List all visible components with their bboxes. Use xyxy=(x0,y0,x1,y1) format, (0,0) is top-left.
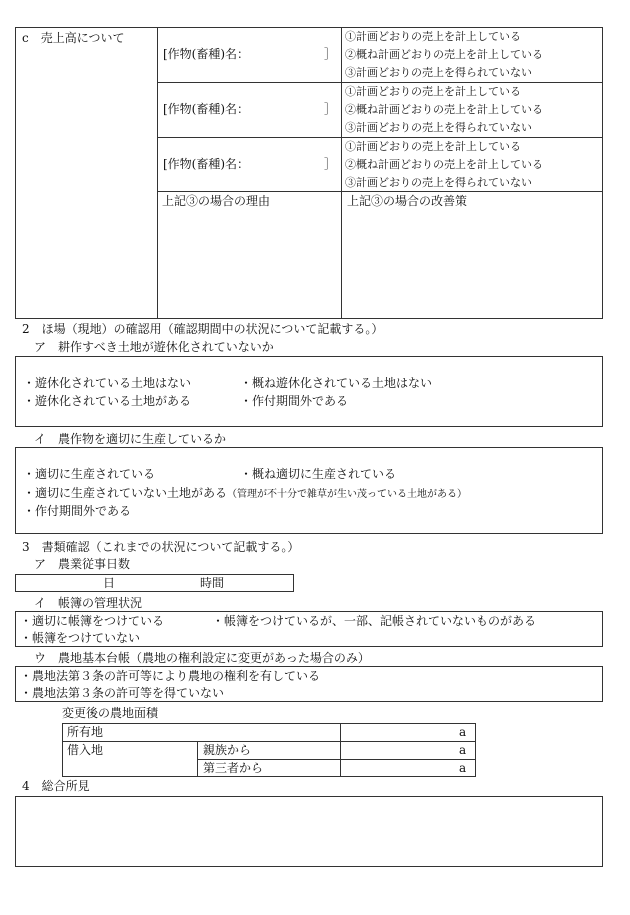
work-days-input[interactable] xyxy=(18,576,100,590)
improvement-input[interactable] xyxy=(344,212,600,316)
crop-name-label: [作物(畜種)名： xyxy=(163,47,250,61)
sales-col-divider-2 xyxy=(341,27,342,319)
sales-option[interactable]: ②概ね計画どおりの売上を計上している xyxy=(345,103,543,116)
fallow-option-2[interactable]: ・概ね遊休化されている土地はない xyxy=(240,376,433,390)
from-relatives-unit: a xyxy=(459,743,467,757)
owned-land-label: 所有地 xyxy=(67,725,104,739)
crop-name-field-2[interactable] xyxy=(163,102,249,116)
sales-section-label: c 売上高について xyxy=(22,31,125,45)
fallow-option-1[interactable]: ・遊休化されている土地はない xyxy=(23,376,192,390)
sales-option[interactable]: ③計画どおりの売上を得られていない xyxy=(345,121,532,134)
improvement-label: 上記③の場合の改善策 xyxy=(347,194,468,208)
fallow-option-4[interactable]: ・作付期間外である xyxy=(240,394,349,408)
crop-name-field-3[interactable] xyxy=(163,157,249,171)
reason-input[interactable] xyxy=(160,212,338,316)
crop-bracket-close: ］ xyxy=(324,102,337,116)
crop-name-label: [作物(畜種)名： xyxy=(163,157,250,171)
section-3a-heading: ア 農業従事日数 xyxy=(34,557,131,571)
ledger-option-2[interactable]: ・農地法第３条の許可等を得ていない xyxy=(20,686,225,700)
area-row-divider-2 xyxy=(197,759,476,760)
section-2-heading: 2 ほ場（現地）の確認用（確認期間中の状況について記載する。） xyxy=(22,322,384,336)
reason-label: 上記③の場合の理由 xyxy=(162,194,271,208)
section-3u-heading: ウ 農地基本台帳（農地の権利設定に変更があった場合のみ） xyxy=(34,651,370,665)
work-hours-input[interactable] xyxy=(118,576,198,590)
from-relatives-label: 親族から xyxy=(203,743,252,757)
section-2a-heading: ア 耕作すべき土地が遊休化されていないか xyxy=(34,340,274,354)
fallow-land-box xyxy=(15,356,603,427)
section-3i-heading: イ 帳簿の管理状況 xyxy=(34,596,143,610)
area-row-divider-1 xyxy=(62,741,476,742)
production-option-3-label: ・適切に生産されていない土地がある xyxy=(23,486,228,500)
production-option-2[interactable]: ・概ね適切に生産されている xyxy=(240,467,397,481)
crop-name-field-1[interactable] xyxy=(163,47,249,61)
fallow-option-3[interactable]: ・遊休化されている土地がある xyxy=(23,394,192,408)
bookkeeping-option-3[interactable]: ・帳簿をつけていない xyxy=(20,631,141,645)
crop-name-label: [作物(畜種)名： xyxy=(163,102,250,116)
owned-land-unit: a xyxy=(459,725,467,739)
sales-option[interactable]: ③計画どおりの売上を得られていない xyxy=(345,176,532,189)
sales-options-3 xyxy=(345,138,543,192)
sales-options-2 xyxy=(345,83,543,137)
production-option-1[interactable]: ・適切に生産されている xyxy=(23,467,156,481)
bookkeeping-option-1[interactable]: ・適切に帳簿をつけている xyxy=(20,614,165,628)
from-third-party-unit: a xyxy=(459,761,467,775)
leased-land-label: 借入地 xyxy=(67,743,104,757)
sales-option[interactable]: ①計画どおりの売上を計上している xyxy=(345,140,521,153)
from-third-party-label: 第三者から xyxy=(203,761,264,775)
area-col-divider-2 xyxy=(340,723,341,777)
crop-bracket-close: ］ xyxy=(324,47,337,61)
work-days-unit: 日 xyxy=(103,576,116,590)
bookkeeping-option-2[interactable]: ・帳簿をつけているが、一部、記帳されていないものがある xyxy=(212,614,537,628)
production-option-3[interactable] xyxy=(23,486,467,501)
section-4-heading: 4 総合所見 xyxy=(22,779,90,793)
sales-option[interactable]: ②概ね計画どおりの売上を計上している xyxy=(345,48,543,61)
crop-bracket-close: ］ xyxy=(324,157,337,171)
sales-option[interactable]: ②概ね計画どおりの売上を計上している xyxy=(345,158,543,171)
sales-option[interactable]: ①計画どおりの売上を計上している xyxy=(345,85,521,98)
sales-options-1 xyxy=(345,28,543,82)
production-option-4[interactable]: ・作付期間外である xyxy=(23,504,132,518)
sales-option[interactable]: ③計画どおりの売上を得られていない xyxy=(345,66,532,79)
work-hours-unit: 時間 xyxy=(200,576,225,590)
area-table xyxy=(62,723,476,777)
sales-option[interactable]: ①計画どおりの売上を計上している xyxy=(345,30,521,43)
area-heading: 変更後の農地面積 xyxy=(62,706,159,720)
sales-col-divider-1 xyxy=(157,27,158,319)
area-col-divider-1 xyxy=(197,741,198,777)
production-option-3-note: （管理が不十分で雑草が生い茂っている土地がある） xyxy=(227,489,468,500)
ledger-option-1[interactable]: ・農地法第３条の許可等により農地の権利を有している xyxy=(20,669,321,683)
section-2i-heading: イ 農作物を適切に生産しているか xyxy=(34,432,227,446)
overall-findings-box[interactable] xyxy=(15,796,603,867)
section-3-heading: 3 書類確認（これまでの状況について記載する。） xyxy=(22,540,300,554)
